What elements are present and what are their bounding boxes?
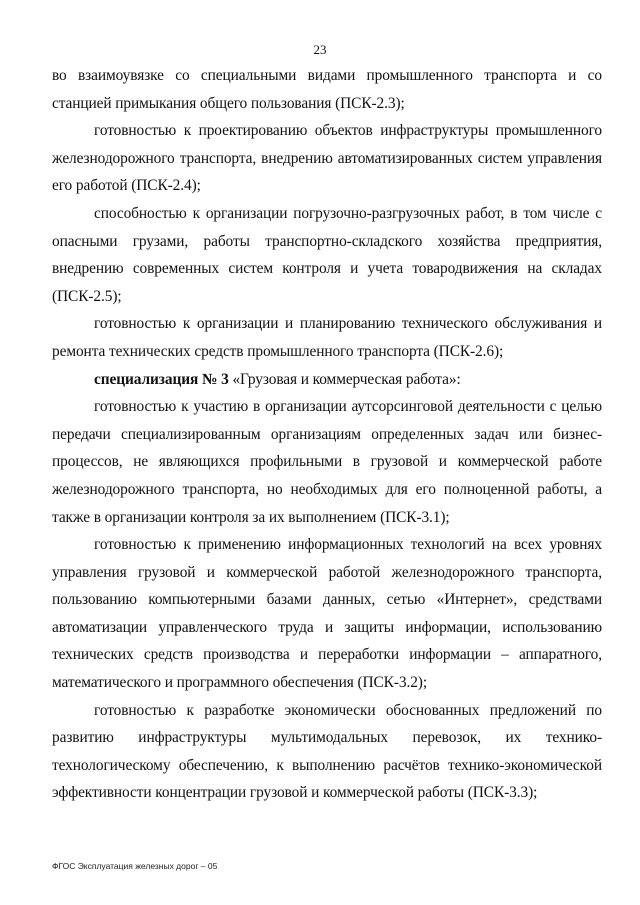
page-number: 23 [313, 42, 327, 57]
document-body [52, 62, 602, 807]
paragraph-psk-2-3: во взаимоувязке со специальными видами промышленного транспорта и со станцией примыкания общего пользования (ПСК-2.3); [52, 67, 602, 112]
paragraph-psk-3-1: готовностью к участию в организации аутсорсинговой деятельности с целью передачи специализированным организациям определенных задач или бизнес-процессов, не являющихся профильными в грузовой и коммерческой работе железнодорожного транспорта, но необходимых для его полноценной работы, а также в организации контроля за их выполнением (ПСК-3.1); [52, 398, 602, 526]
paragraph-psk-2-5: способностью к организации погрузочно-разгрузочных работ, в том числе с опасными грузами, работы транспортно-складского хозяйства предприятия, внедрению современных систем контроля и учета товародвижения на складах (ПСК-2.5); [52, 204, 602, 305]
paragraph-psk-3-2: готовностью к применению информационных технологий на всех уровнях управления грузовой и коммерческой работой железнодорожного транспорта, пользованию компьютерными базами данных, сетью «Интернет», средствами автоматизации управленческого труда и защиты информации, использованию технических средств производства и переработки информации – аппаратного, математического и программного обеспечения (ПСК-3.2); [52, 536, 602, 692]
specialization-heading [52, 366, 602, 394]
specialization-label: специализация № 3 [94, 370, 229, 388]
specialization-title: «Грузовая и коммерческая работа»: [228, 370, 461, 388]
paragraph-psk-2-6: готовностью к организации и планированию технического обслуживания и ремонта технических средств промышленного транспорта (ПСК-2.6); [52, 315, 602, 360]
paragraph-psk-3-3: готовностью к разработке экономически обоснованных предложений по развитию инфраструктуры мультимодальных перевозок, их технико-технологическому обеспечению, к выполнению расчётов технико-экономической эффективности концентрации грузовой и коммерческой работы (ПСК-3.3); [52, 701, 602, 802]
paragraph-psk-2-4: готовностью к проектированию объектов инфраструктуры промышленного железнодорожного транспорта, внедрению автоматизированных систем управления его работой (ПСК-2.4); [52, 122, 602, 195]
page-footer: ФГОС Эксплуатация железных дорог – 05 [52, 861, 218, 871]
